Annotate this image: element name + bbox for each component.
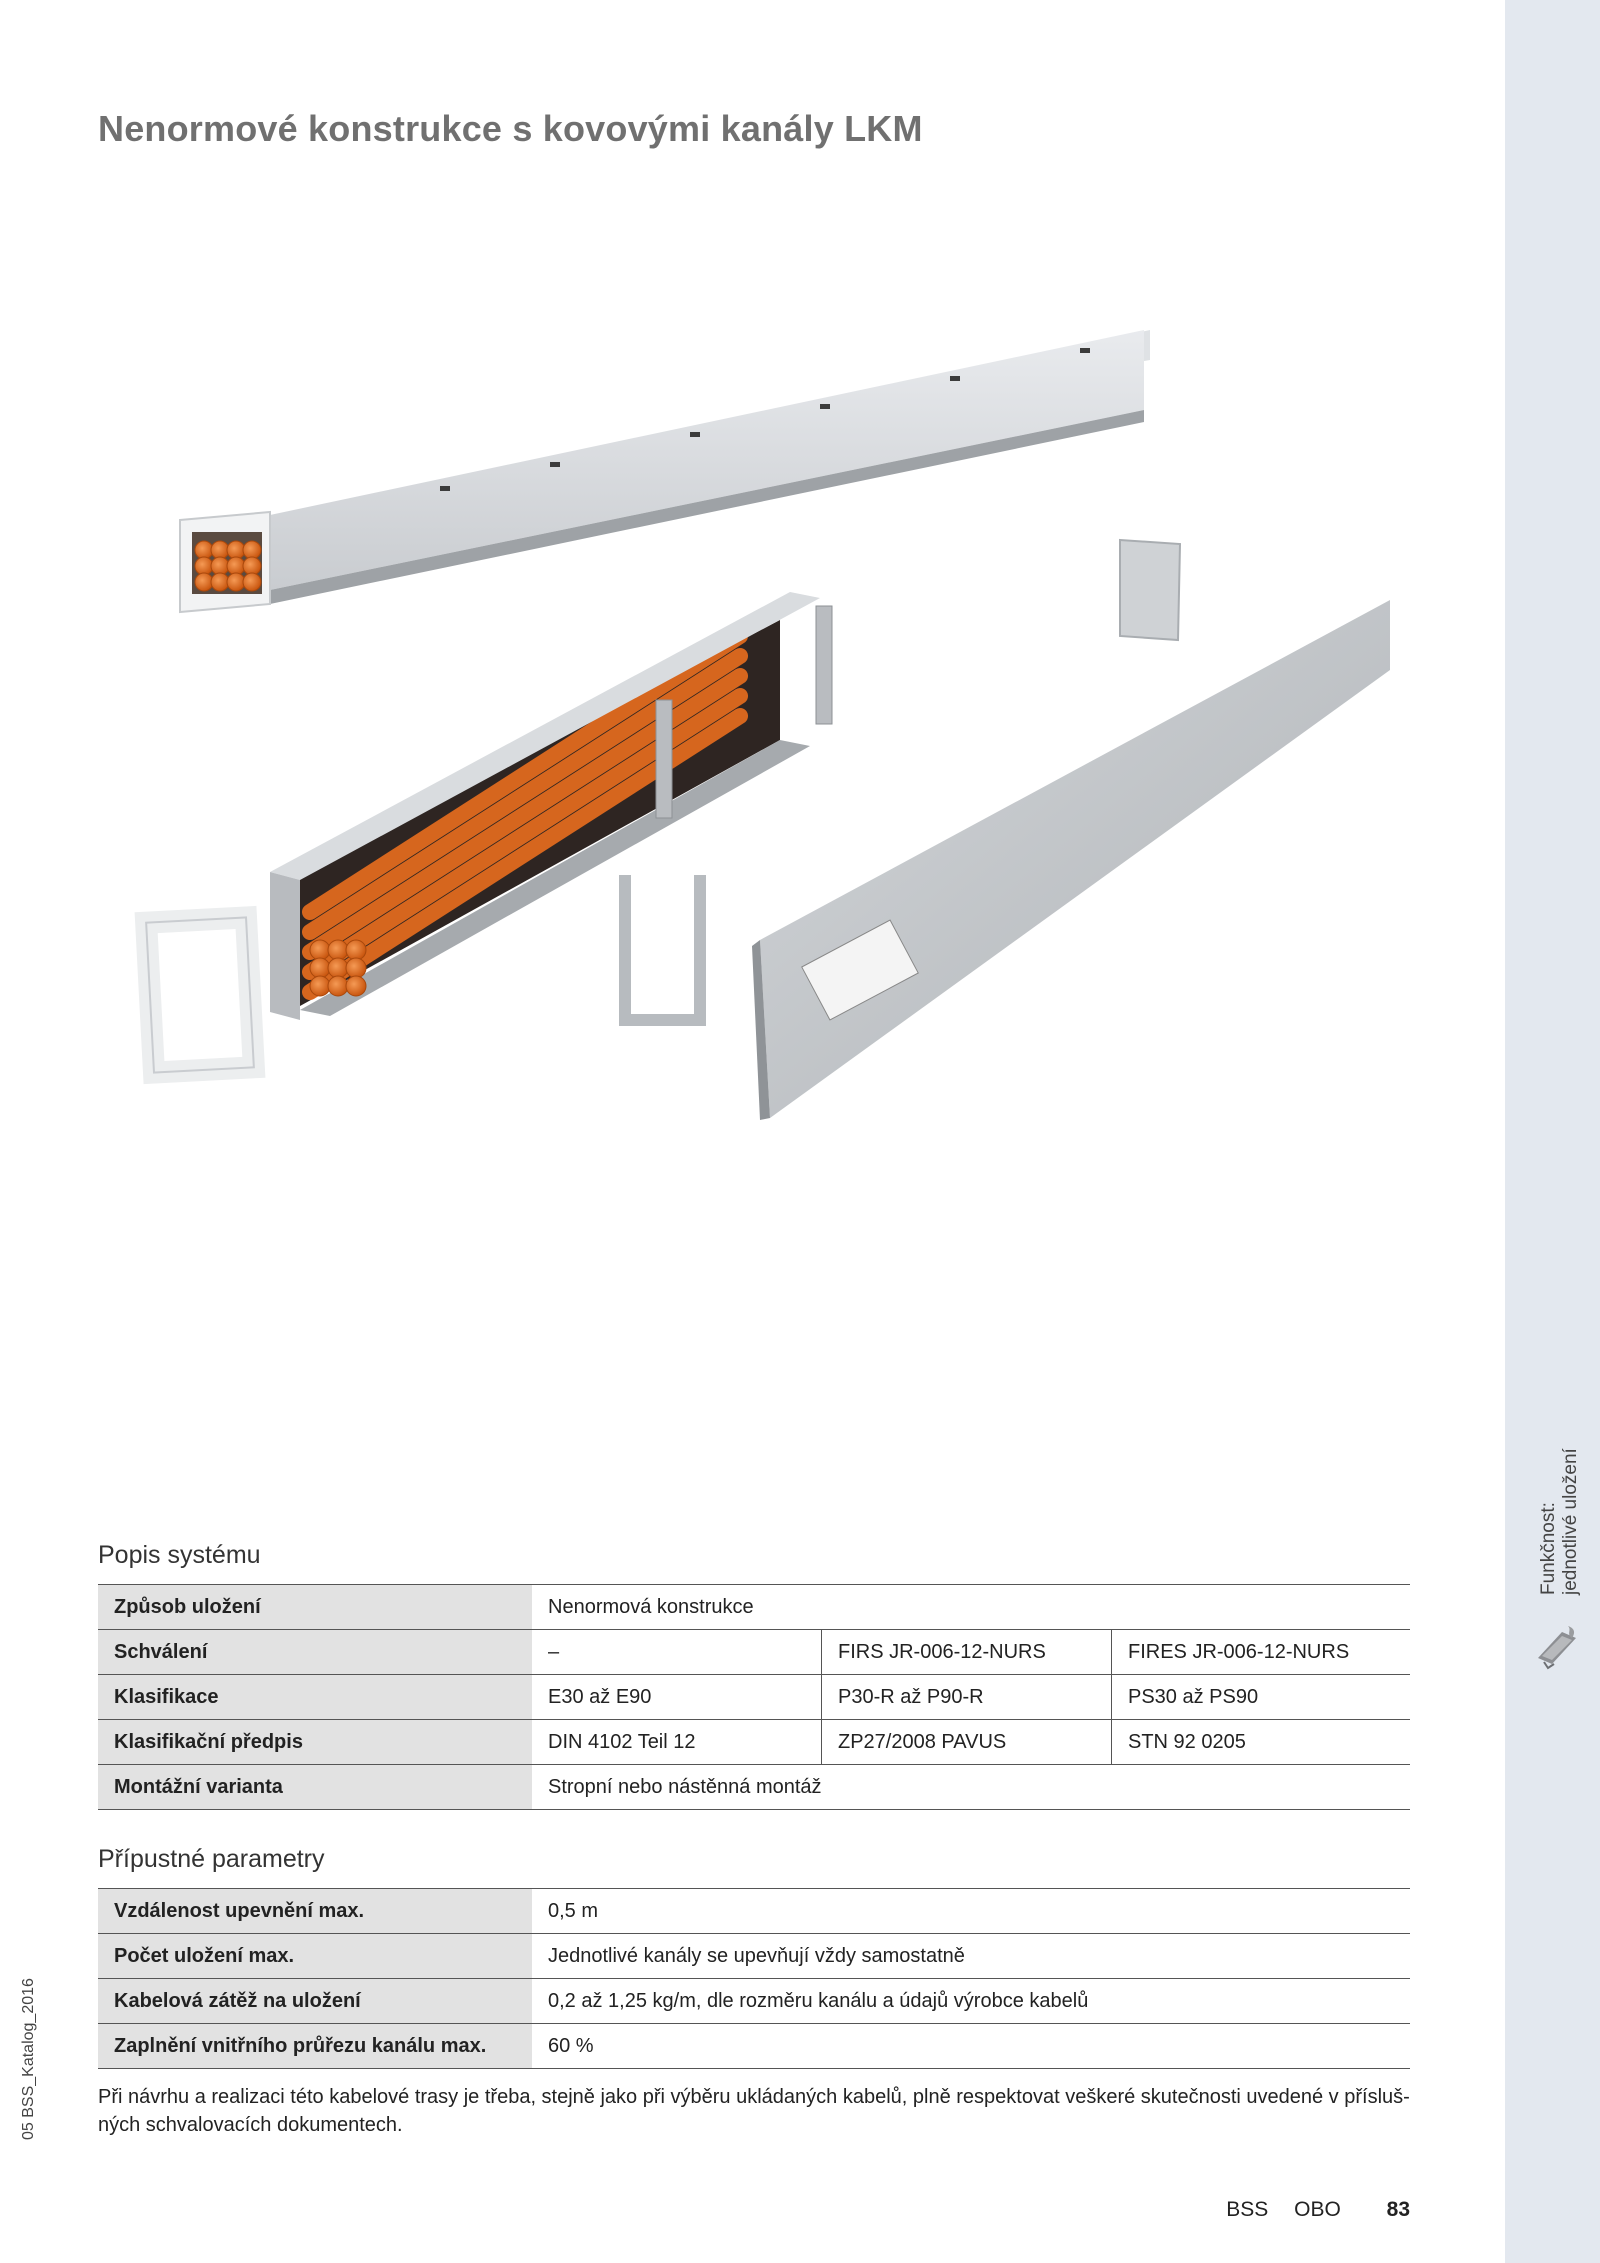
row-label: Vzdálenost upevnění max. (98, 1889, 532, 1934)
page-title: Nenormové konstrukce s kovovými kanály LKM (98, 108, 923, 149)
row-label: Klasifikační předpis (98, 1720, 532, 1765)
row-value: E30 až E90 (532, 1675, 822, 1720)
footer-brand-obo: OBO (1294, 2198, 1341, 2221)
page-number: 83 (1386, 2198, 1410, 2221)
table-row (98, 1585, 1410, 1630)
table-row (98, 1630, 1410, 1675)
permissible-parameters-heading: Přípustné parametry (98, 1845, 325, 1873)
row-value: Jednotlivé kanály se upevňují vždy samostatně (532, 1934, 1410, 1979)
table-row (98, 1889, 1410, 1934)
row-label: Klasifikace (98, 1675, 532, 1720)
table-row (98, 1934, 1410, 1979)
table-row (98, 1675, 1410, 1720)
row-value: ZP27/2008 PAVUS (822, 1720, 1112, 1765)
row-value: 0,5 m (532, 1889, 1410, 1934)
cable-tray-fire-icon (1532, 1618, 1584, 1670)
row-value: PS30 až PS90 (1112, 1675, 1411, 1720)
row-value: 60 % (532, 2024, 1410, 2069)
system-description-heading: Popis systému (98, 1541, 261, 1569)
row-label: Schválení (98, 1630, 532, 1675)
row-value: – (532, 1630, 822, 1675)
table-row (98, 2024, 1410, 2069)
row-label: Montážní varianta (98, 1765, 532, 1810)
row-value: Stropní nebo nástěnná montáž (532, 1765, 1410, 1810)
row-value: FIRS JR-006-12-NURS (822, 1630, 1112, 1675)
approval-note: Při návrhu a realizaci této kabelové trasy je třeba, stejně jako při výběru ukládaných kabelů, plně respektovat veškeré skutečnosti uvedené v přísluš-ných schvalovacích dokumentech. (98, 2086, 1410, 2136)
permissible-parameters-table (98, 1888, 1410, 2069)
system-description-table (98, 1584, 1410, 1810)
side-tab-line2: jednotlivé uložení (1560, 1448, 1581, 1595)
side-tab-background (1505, 0, 1600, 2263)
row-value: P30-R až P90-R (822, 1675, 1112, 1720)
row-value: Nenormová konstrukce (532, 1585, 1410, 1630)
lkm-channel-illustration (120, 300, 1420, 1160)
row-label: Kabelová zátěž na uložení (98, 1979, 532, 2024)
row-value: STN 92 0205 (1112, 1720, 1411, 1765)
row-label: Způsob uložení (98, 1585, 532, 1630)
footer-brand-bss: BSS (1226, 2198, 1269, 2221)
catalog-reference: 05 BSS_Katalog_2016 (20, 1978, 37, 2140)
side-tab-label (1510, 1420, 1600, 1620)
row-value: 0,2 až 1,25 kg/m, dle rozměru kanálu a údajů výrobce kabelů (532, 1979, 1410, 2024)
table-row (98, 1720, 1410, 1765)
side-tab-line1: Funkčnost: (1538, 1502, 1559, 1595)
page-footer (1206, 2198, 1410, 2222)
row-value: DIN 4102 Teil 12 (532, 1720, 822, 1765)
row-label: Zaplnění vnitřního průřezu kanálu max. (98, 2024, 532, 2069)
table-row (98, 1765, 1410, 1810)
table-row (98, 1979, 1410, 2024)
row-label: Počet uložení max. (98, 1934, 532, 1979)
row-value: FIRES JR-006-12-NURS (1112, 1630, 1411, 1675)
